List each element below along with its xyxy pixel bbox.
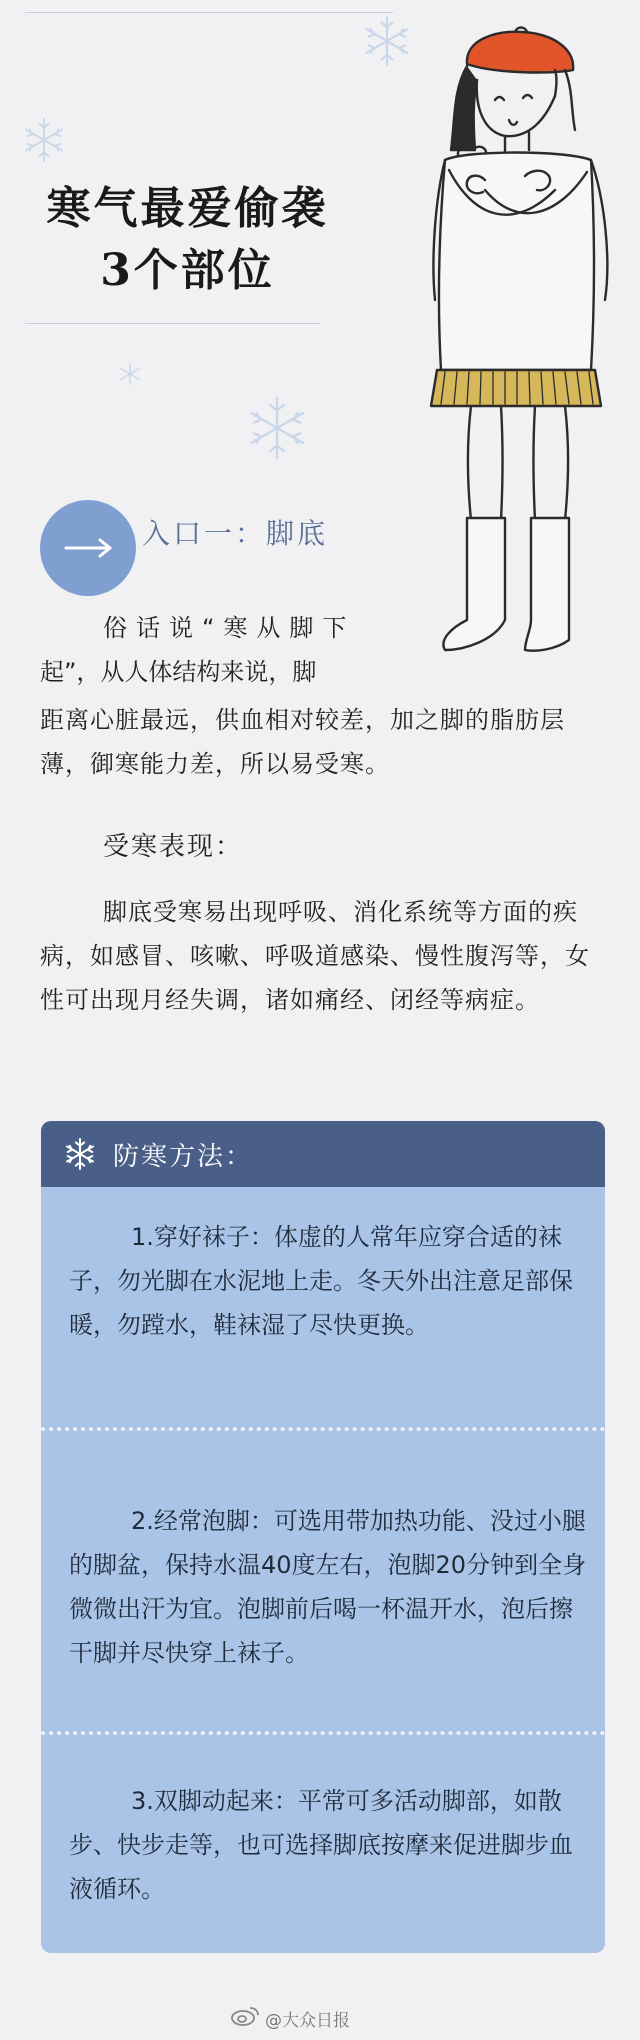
title-divider <box>25 323 320 324</box>
weibo-logo-icon <box>230 2004 260 2028</box>
methods-header <box>41 1121 605 1187</box>
divider <box>41 1427 605 1431</box>
symptoms-heading: 受寒表现： <box>103 832 244 862</box>
girl-illustration <box>405 0 620 685</box>
page-title <box>30 178 345 302</box>
top-divider <box>25 12 393 13</box>
methods-heading: 防寒方法： <box>113 1141 254 1172</box>
method-item: 2.经常泡脚：可选用带加热功能、没过小腿的脚盆，保持水温40度左右，泡脚20分钟到全身微微出汗为宜。泡脚前后喝一杯温开水，泡后擦干脚并尽快穿上袜子。 <box>69 1507 587 1667</box>
watermark: @大众日报 <box>265 2011 350 2031</box>
intro-line-2: 起”，从人体结构来说，脚 <box>40 658 317 686</box>
intro-line-1: 俗话说“寒从脚下 <box>103 614 356 642</box>
snowflake-icon <box>118 362 142 386</box>
snowflake-icon <box>63 1137 97 1171</box>
arrow-right-icon <box>40 500 136 596</box>
title-line-1: 寒气最爱偷袭 <box>46 183 329 234</box>
section-heading: 入口一：脚底 <box>142 517 329 550</box>
snowflake-icon <box>20 116 68 164</box>
method-item: 1.穿好袜子：体虚的人常年应穿合适的袜子，勿光脚在水泥地上走。冬天外出注意足部保暖，勿蹚水，鞋袜湿了尽快更换。 <box>69 1223 573 1339</box>
snowflake-icon <box>243 394 311 462</box>
symptoms-paragraph: 脚底受寒易出现呼吸、消化系统等方面的疾病，如感冒、咳嗽、呼吸道感染、慢性腹泻等，女性可出现月经失调，诸如痛经、闭经等病症。 <box>40 898 590 1014</box>
method-item: 3.双脚动起来：平常可多活动脚部，如散步、快步走等，也可选择脚底按摩来促进脚步血液循环。 <box>69 1787 573 1903</box>
methods-panel <box>41 1121 605 1953</box>
title-line-2: 3个部位 <box>100 245 275 296</box>
divider <box>41 1731 605 1735</box>
intro-paragraph: 距离心脏最远，供血相对较差，加之脚的脂肪层薄，御寒能力差，所以易受寒。 <box>40 706 565 778</box>
